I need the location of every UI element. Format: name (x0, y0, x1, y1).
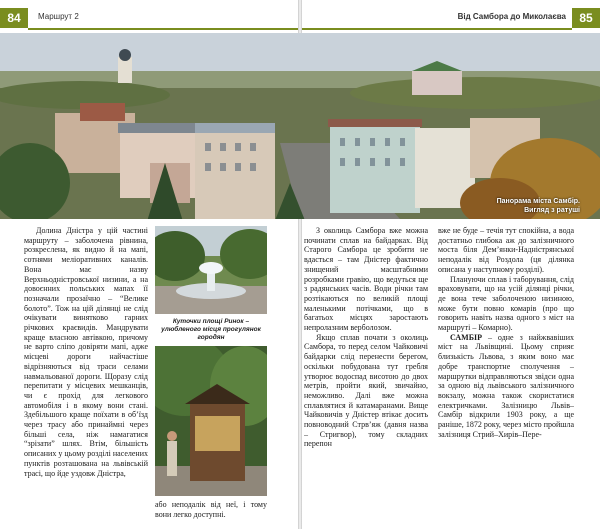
right-column-1-para-1: З околиць Самбора вже можна починати сплав на байдарках. Від Старого Самбора це зробити не вдасться – там Дністер фактично знищений масштабними розробками гравію, що ведуться ще з радянських часів. Води річки там розтікаються по великій площі маленькими потічками, що в багатьох місцях заростають непролазним верболозом. (304, 226, 428, 333)
kiosk-illustration (155, 346, 267, 496)
photo-caption: Куточки площі Ринок – улюбленого місця прогулянок городян (161, 318, 261, 341)
panorama-caption-line2: Вигляд з ратуші (524, 207, 580, 214)
right-page-header (302, 8, 600, 28)
panorama-illustration (0, 33, 600, 219)
left-page-header-title: Маршрут 2 (38, 12, 79, 21)
right-column-1-para-2: Якщо сплав почати з околиць Самбора, то перед селом Чайковичі байдарки слід перенести берегом, оскільки побудована тут гребля утворює водоспад висотою до двох метрів, пройти який, звичайно, неможливо. Далі вже можна сплавлятися й катамаранами. Вище Чайковичів у Дністер втікає досить повноводний Стрв’яж (давня назва – Стригвор), тому складних перепон (304, 332, 428, 449)
left-page-number: 84 (0, 8, 28, 28)
right-column-2-para-1: вже не буде – течія тут спокійна, а вода достатньо глибока аж до залізничного моста біля Дем’янки-Надністрянської неподалік від Роздола (ця ділянка описана у наступному розділі). (438, 226, 574, 274)
left-column-2 (155, 500, 267, 529)
left-page-header (0, 8, 298, 28)
left-column-2-text: або неподалік від неї, і тому вони легко доступні. (155, 500, 267, 519)
right-column-2-para-2: Плануючи сплав і таборування, слід враховувати, що на усій ділянці річки, де вона тече заболоченою низиною, може бути повно комарів (про що говорить навіть назва одного з міст на маршруті – Комарно). (438, 274, 574, 333)
right-page-number: 85 (572, 8, 600, 28)
right-page-header-title: Від Самбора до Миколаєва (457, 12, 566, 21)
right-column-2 (438, 226, 574, 526)
sambir-text: – одне з найжвавіших міст на Львівщині. Цьому сприяє близькість Львова, з яким воно має добре транспортне сполучення – маршрутки відправляються звідси одна за одною від львівського залізничного вокзалу, можна також скористатися електричками. Залізницю Львів–Самбір відкрили 1903 року, а ще раніше, 1872 року, через місто пройшла залізниця Стрий–Хирів–Пере- (438, 332, 574, 439)
sambir-heading: САМБІР (450, 332, 482, 342)
panorama-photo (0, 33, 600, 219)
fountain-illustration (155, 226, 267, 314)
panorama-caption (497, 197, 580, 215)
panorama-caption-line1: Панорама міста Самбір. (496, 198, 580, 205)
left-header-rule (28, 28, 298, 30)
right-column-2-para-3 (438, 333, 574, 440)
left-column-1-text: Долина Дністра у цій частині маршруту – заболочена рівнина, розкреслена, як видно й на мапі, сотнями меліоративних каналів. Вона має назву Верхньодністровської низини, а на довоєнних польських мапах її позначали прозаїчно – “Велике болото”. Тож на цій ділянці не слід очікувати винятково гарних річкових краєвидів. Мандрувати краще власною автівкою, причому не варто сліпо довіряти мапі, адже місцеві дороги найчастіше відрізняються від траси селами навмальованої дороги. Щоразу слід перепитати у місцевих мешканців, чи є прохід для легкового автомобіля і в якому вони стані. Здебільшого краще поїхати в об’їзд через трасу або принаймні через більші села, ніж намагатися “зрізати” шлях. Втім, більшість описаних у цьому розділі населених пунктів розташована на львівській трасі, що йде уздовж Дністра, (24, 226, 148, 478)
right-column-1 (304, 226, 428, 526)
fountain-photo (155, 226, 267, 314)
left-column-1 (24, 226, 148, 526)
kiosk-photo (155, 346, 267, 496)
right-header-rule (302, 28, 572, 30)
